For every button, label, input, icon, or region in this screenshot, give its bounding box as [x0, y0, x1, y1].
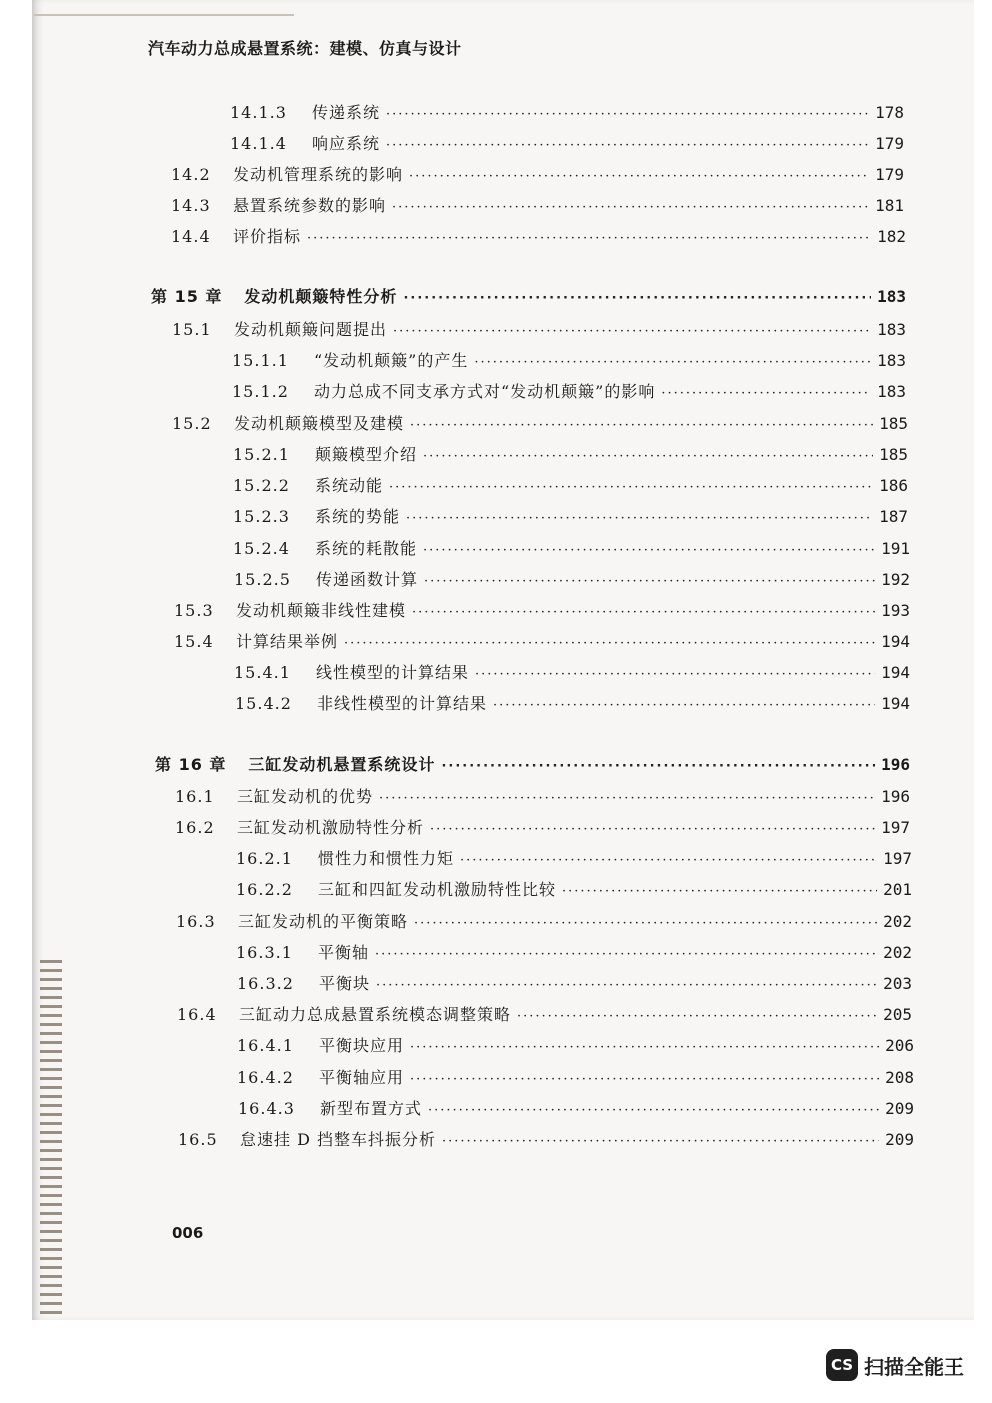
toc-entry [232, 379, 906, 403]
toc-section-number: 16.3 [176, 912, 216, 931]
toc-page-number: 208 [885, 1068, 914, 1087]
toc-section-title: 非线性模型的计算结果 [317, 694, 488, 713]
toc-section-title: 三缸发动机激励特性分析 [237, 818, 425, 837]
toc-section-number: 15.3 [174, 601, 214, 620]
toc-section-title: 平衡块 [319, 974, 371, 993]
page-number: 006 [172, 1224, 204, 1242]
toc-page-number: 185 [879, 445, 908, 464]
toc-section-number: 16.2.1 [236, 849, 293, 868]
toc-section-title: 传递系统 [312, 103, 381, 122]
toc-entry [235, 691, 910, 715]
dot-leader [403, 291, 871, 306]
toc-section-title: 三缸发动机的平衡策略 [238, 912, 409, 931]
toc-entry [230, 131, 904, 155]
dot-leader [442, 1134, 879, 1149]
toc-section-title: 发动机颠簸模型及建模 [234, 414, 405, 433]
toc-page-number: 183 [877, 351, 906, 370]
toc-page-number: 193 [881, 601, 910, 620]
dot-leader [344, 636, 875, 651]
toc-section-number: 第 15 章 [151, 287, 223, 306]
toc-section-number: 15.1 [172, 320, 212, 339]
toc-entry [233, 536, 910, 560]
toc-entry [171, 224, 906, 248]
toc-section-title: 新型布置方式 [320, 1099, 423, 1118]
toc-section-number: 16.4.3 [238, 1099, 295, 1118]
toc-section-title: 怠速挂 D 挡整车抖振分析 [240, 1130, 437, 1149]
toc-section-title: 发动机颠簸非线性建模 [236, 601, 407, 620]
toc-section-title: 颠簸模型介绍 [315, 445, 418, 464]
toc-entry [232, 348, 906, 372]
toc-entry [230, 100, 904, 124]
dot-leader [430, 822, 875, 837]
toc-entry [234, 660, 910, 684]
toc-entry [238, 1096, 914, 1120]
toc-entry [172, 317, 906, 341]
dot-leader [410, 1040, 879, 1055]
toc-section-title: 发动机管理系统的影响 [233, 165, 404, 184]
toc-section-title: 三缸发动机的优势 [237, 787, 374, 806]
toc-page-number: 209 [885, 1130, 914, 1149]
dot-leader [661, 386, 871, 401]
toc-section-title: 平衡块应用 [319, 1036, 405, 1055]
toc-chapter-entry [155, 752, 910, 776]
toc-entry [178, 1127, 914, 1151]
toc-section-title: 系统的耗散能 [315, 539, 418, 558]
toc-page-number: 196 [881, 755, 910, 774]
toc-page-number: 194 [881, 694, 910, 713]
dot-leader [493, 698, 875, 713]
toc-page-number: 181 [875, 196, 904, 215]
toc-section-title: 惯性力和惯性力矩 [318, 849, 455, 868]
toc-section-title: 线性模型的计算结果 [316, 663, 470, 682]
toc-entry [233, 473, 908, 497]
toc-page-number: 192 [881, 570, 910, 589]
toc-page-number: 197 [881, 818, 910, 837]
toc-page-number: 179 [875, 165, 904, 184]
dot-leader [423, 543, 875, 558]
toc-section-title: 悬置系统参数的影响 [233, 196, 387, 215]
toc-page-number: 183 [877, 320, 906, 339]
toc-section-number: 14.1.4 [230, 134, 287, 153]
toc-section-number: 15.4.2 [235, 694, 292, 713]
watermark-label: 扫描全能王 [864, 1354, 964, 1379]
dot-leader [379, 791, 875, 806]
toc-section-number: 14.1.3 [230, 103, 287, 122]
dot-leader [410, 418, 873, 433]
dot-leader [414, 916, 877, 931]
toc-entry [175, 784, 910, 808]
running-title: 汽车动力总成悬置系统：建模、仿真与设计 [148, 39, 462, 58]
toc-section-number: 15.2.3 [233, 507, 290, 526]
toc-section-number: 16.5 [178, 1130, 218, 1149]
toc-page-number: 196 [881, 787, 910, 806]
toc-page-number: 183 [877, 287, 906, 306]
toc-page-number: 183 [877, 382, 906, 401]
toc-section-number: 15.2.4 [233, 539, 290, 558]
dot-leader [460, 853, 877, 868]
dot-leader [393, 324, 871, 339]
toc-entry [233, 442, 908, 466]
dot-leader [406, 511, 873, 526]
toc-section-title: 三缸动力总成悬置系统模态调整策略 [239, 1005, 512, 1024]
toc-section-number: 16.4 [177, 1005, 217, 1024]
toc-section-title: 平衡轴应用 [319, 1068, 405, 1087]
toc-page-number: 202 [883, 943, 912, 962]
toc-section-title: 响应系统 [312, 134, 381, 153]
toc-page-number: 182 [877, 227, 906, 246]
toc-page-number: 186 [879, 476, 908, 495]
toc-page-number: 194 [881, 663, 910, 682]
toc-entry [175, 815, 910, 839]
toc-entry [236, 940, 912, 964]
toc-section-title: 计算结果举例 [236, 632, 339, 651]
toc-section-title: 三缸发动机悬置系统设计 [248, 755, 436, 774]
toc-section-number: 15.4 [174, 632, 214, 651]
toc-section-number: 15.2 [172, 414, 212, 433]
toc-page-number: 202 [883, 912, 912, 931]
dot-leader [474, 355, 871, 370]
dot-leader [375, 947, 877, 962]
toc-entry [174, 629, 910, 653]
toc-entry [236, 877, 912, 901]
toc-page-number: 187 [879, 507, 908, 526]
toc-section-number: 14.4 [171, 227, 211, 246]
toc-entry [234, 567, 910, 591]
dot-leader [423, 449, 873, 464]
toc-page-number: 178 [875, 103, 904, 122]
toc-section-number: 15.1.2 [232, 382, 289, 401]
toc-page-number: 209 [885, 1099, 914, 1118]
toc-section-number: 16.2 [175, 818, 215, 837]
toc-section-number: 14.3 [171, 196, 211, 215]
toc-section-title: 系统的势能 [315, 507, 401, 526]
dot-leader [386, 138, 869, 153]
dot-leader [389, 480, 873, 495]
dot-leader [386, 107, 869, 122]
toc-page-number: 201 [883, 880, 912, 899]
toc-section-number: 16.3.2 [237, 974, 294, 993]
toc-section-title: 发动机颠簸特性分析 [244, 287, 398, 306]
dot-leader [409, 169, 869, 184]
toc-section-title: 系统动能 [315, 476, 384, 495]
toc-page-number: 206 [885, 1036, 914, 1055]
dot-leader [410, 1072, 879, 1087]
toc-chapter-entry [151, 284, 906, 308]
toc-page-number: 194 [881, 632, 910, 651]
toc-entry [237, 1065, 914, 1089]
toc-page-number: 205 [883, 1005, 912, 1024]
toc-section-number: 15.2.2 [233, 476, 290, 495]
toc-page-number: 191 [881, 539, 910, 558]
dot-leader [412, 605, 875, 620]
toc-section-number: 14.2 [171, 165, 211, 184]
toc-section-number: 16.2.2 [236, 880, 293, 899]
toc-section-title: 传递函数计算 [316, 570, 419, 589]
toc-section-title: 平衡轴 [318, 943, 370, 962]
toc-section-title: 三缸和四缸发动机激励特性比较 [318, 880, 557, 899]
toc-section-number: 15.4.1 [234, 663, 291, 682]
dot-leader [376, 978, 877, 993]
toc-section-number: 15.2.1 [233, 445, 290, 464]
toc-entry [171, 162, 904, 186]
dot-leader [562, 884, 877, 899]
toc-entry [236, 846, 912, 870]
dot-leader [424, 574, 875, 589]
camscanner-logo-icon: CS [826, 1349, 858, 1381]
toc-section-number: 16.3.1 [236, 943, 293, 962]
dot-leader [441, 759, 875, 774]
toc-entry [237, 971, 912, 995]
toc-entry [174, 598, 910, 622]
dot-leader [392, 200, 869, 215]
toc-section-number: 16.1 [175, 787, 215, 806]
toc-section-title: 发动机颠簸问题提出 [234, 320, 388, 339]
toc-page-number: 197 [883, 849, 912, 868]
toc-entry [177, 1002, 912, 1026]
toc-section-number: 16.4.2 [237, 1068, 294, 1087]
dot-leader [428, 1103, 879, 1118]
toc-section-title: 动力总成不同支承方式对“发动机颠簸”的影响 [314, 382, 656, 401]
dot-leader [307, 231, 871, 246]
toc-section-title: 评价指标 [233, 227, 302, 246]
toc-entry [237, 1033, 914, 1057]
toc-page-number: 203 [883, 974, 912, 993]
toc-entry [176, 909, 912, 933]
toc-entry [172, 411, 908, 435]
toc-section-title: “发动机颠簸”的产生 [314, 351, 469, 370]
toc-page-number: 179 [875, 134, 904, 153]
toc-section-number: 16.4.1 [237, 1036, 294, 1055]
toc-section-number: 第 16 章 [155, 755, 227, 774]
toc-page-number: 185 [879, 414, 908, 433]
toc-entry [233, 504, 908, 528]
toc-section-number: 15.1.1 [232, 351, 289, 370]
scanner-watermark [826, 1349, 964, 1381]
dot-leader [475, 667, 875, 682]
toc-entry [171, 193, 904, 217]
toc-section-number: 15.2.5 [234, 570, 291, 589]
dot-leader [517, 1009, 877, 1024]
